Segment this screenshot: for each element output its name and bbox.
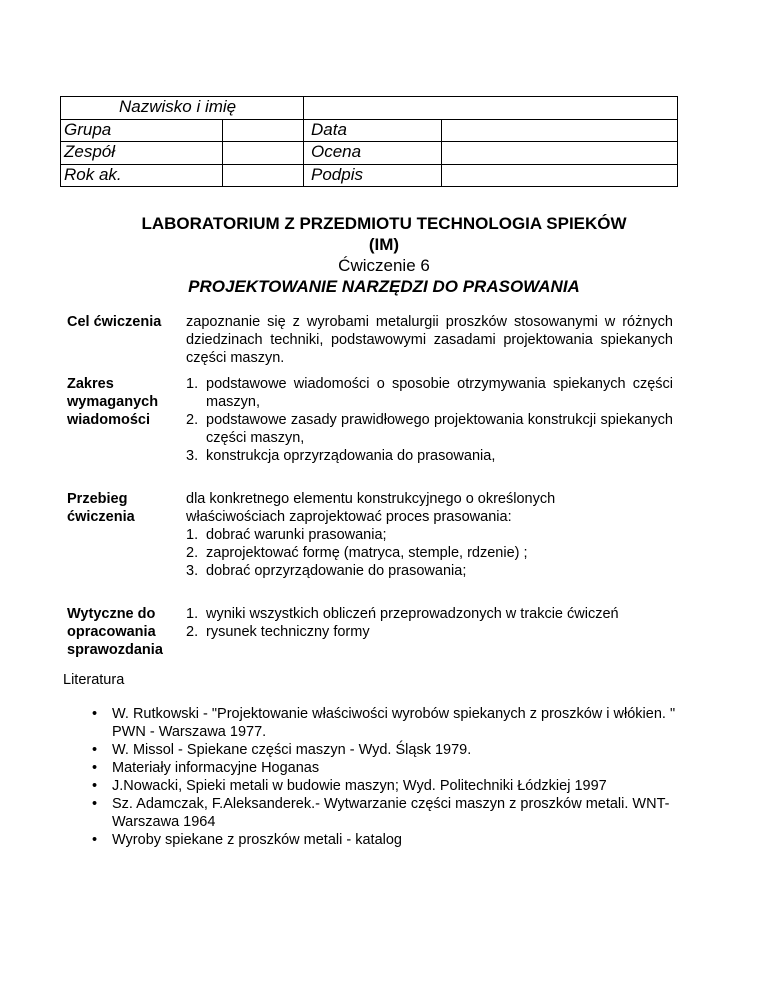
list-item: 3. dobrać oprzyrządowanie do prasowania; [186,563,467,579]
literature-item: • W. Missol - Spiekane części maszyn - Wyd. Śląsk 1979. [92,742,472,758]
list-item: 1. podstawowe wiadomości o sposobie otrzymywania spiekanych części maszyn, [186,376,673,410]
list-item: 3. konstrukcja oprzyrządowania do prasowania, [186,448,496,464]
course-list [186,526,673,580]
bullet-icon: • [92,760,98,776]
literature-heading: Literatura [63,672,125,688]
bullet-icon: • [92,796,98,812]
student-info-table [60,96,678,187]
exercise-number: Ćwiczenie 6 [338,256,430,275]
literature-item: • J.Nowacki, Spieki metali w budowie maszyn; Wyd. Politechniki Łódzkiej 1997 [92,778,607,794]
list-item: 1. wyniki wszystkich obliczeń przeprowadzonych w trakcie ćwiczeń [186,606,619,622]
title-line-1: LABORATORIUM Z PRZEDMIOTU TECHNOLOGIA SPIEKÓW [141,214,627,233]
section-label: Cel ćwiczenia [67,314,162,330]
bullet-icon: • [92,778,98,794]
literature-item: • W. Rutkowski - "Projektowanie właściwości wyrobów spiekanych z proszków i włókien. " PWN - Warszawa 1977. [92,706,676,740]
report-list [186,605,673,641]
list-item: 1. dobrać warunki prasowania; [186,527,387,543]
team-label: Zespół [64,142,116,161]
section-label: Przebieg ćwiczenia [67,491,135,525]
bullet-icon: • [92,742,98,758]
grade-label: Ocena [311,142,362,161]
section-label: Zakres wymaganych wiadomości [67,376,159,428]
literature-item: • Wyroby spiekane z proszków metali - katalog [92,832,402,848]
course-intro: właściwościach zaprojektować proces prasowania: [186,509,512,525]
exercise-title: PROJEKTOWANIE NARZĘDZI DO PRASOWANIA [188,277,580,296]
literature-item: • Materiały informacyjne Hoganas [92,760,320,776]
date-label: Data [311,120,347,139]
list-item: 2. rysunek techniczny formy [186,624,370,640]
signature-label: Podpis [311,165,363,184]
course-intro: dla konkretnego elementu konstrukcyjnego o określonych [186,491,556,507]
year-label: Rok ak. [64,165,122,184]
group-label: Grupa [64,120,112,139]
scope-list [186,375,673,465]
table-divider [61,141,677,142]
bullet-icon: • [92,706,98,722]
literature-item: • Sz. Adamczak, F.Aleksanderek.- Wytwarzanie części maszyn z proszków metali. WNT-Warszawa 1964 [92,796,670,830]
title-line-2: (IM) [368,235,400,254]
literature-list [92,705,692,849]
table-divider [303,97,304,119]
list-item: 2. podstawowe zasady prawidłowego projektowania konstrukcji spiekanych części maszyn, [186,412,673,446]
section-label: Wytyczne do opracowania sprawozdania [67,606,163,658]
table-divider [61,164,677,165]
name-label: Nazwisko i imię [119,97,237,116]
bullet-icon: • [92,832,98,848]
list-item: 2. zaprojektować formę (matryca, stemple, rdzenie) ; [186,545,528,561]
section-text: zapoznanie się z wyrobami metalurgii proszków stosowanymi w różnych dziedzinach techniki, podstawowymi zasadami projektowania spiekanych części maszyn. [186,314,673,366]
name-value-cell[interactable] [304,97,677,119]
table-divider [61,119,677,120]
document-title [0,213,768,297]
